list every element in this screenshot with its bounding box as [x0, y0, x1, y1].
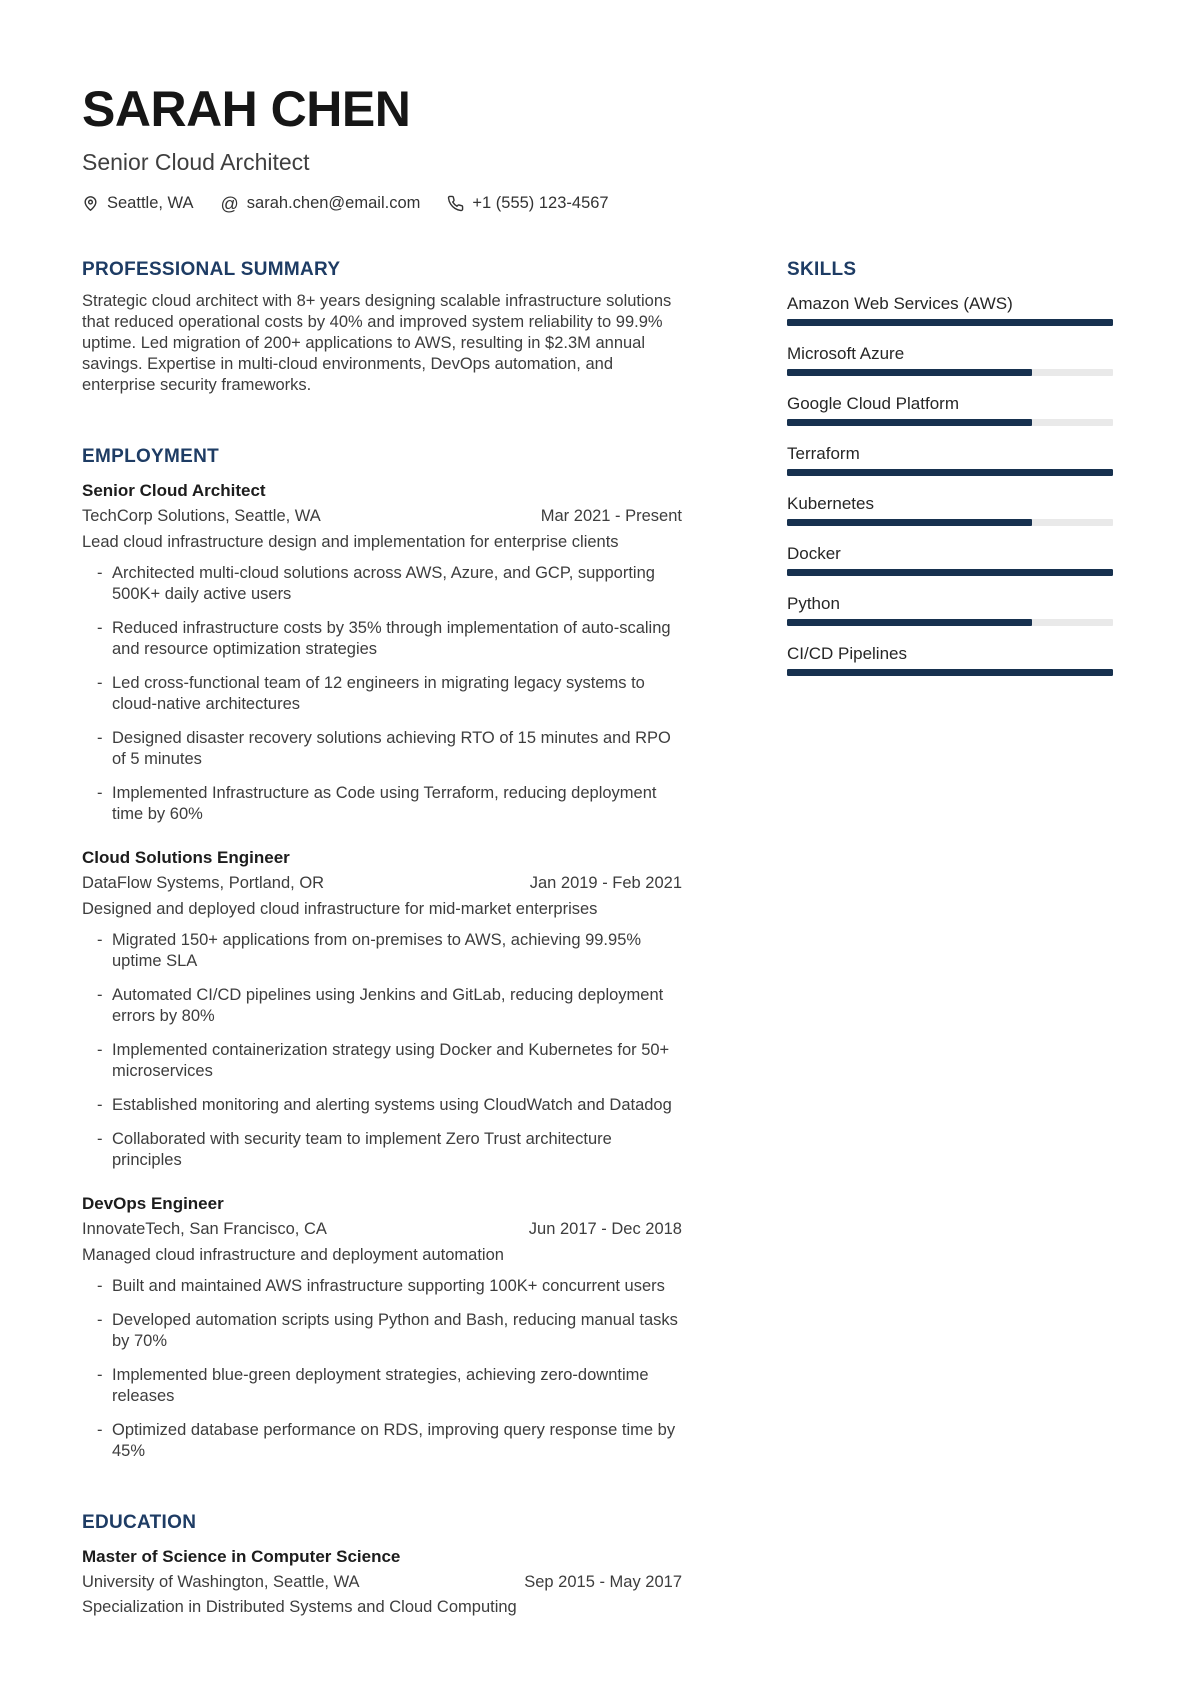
job-bullets	[82, 930, 682, 1171]
contact-row	[82, 194, 1113, 213]
skill-bar-track	[787, 669, 1113, 676]
job-bullet: - Built and maintained AWS infrastructure supporting 100K+ concurrent users	[82, 1276, 682, 1297]
job-bullet: - Automated CI/CD pipelines using Jenkins and GitLab, reducing deployment errors by 80%	[82, 985, 682, 1027]
job-entry	[82, 1193, 682, 1462]
skill-item	[787, 543, 1113, 576]
job-bullet: - Architected multi-cloud solutions across AWS, Azure, and GCP, supporting 500K+ daily active users	[82, 563, 682, 605]
skill-bar-track	[787, 319, 1113, 326]
job-title: DevOps Engineer	[82, 1194, 224, 1213]
contact-phone	[447, 194, 608, 213]
skill-bar-track	[787, 619, 1113, 626]
job-title: Senior Cloud Architect	[82, 481, 266, 500]
skill-label: Microsoft Azure	[787, 344, 905, 363]
skill-bar-fill	[787, 569, 1113, 576]
location-pin-icon	[82, 195, 99, 212]
skill-bar-fill	[787, 669, 1113, 676]
job-bullet: - Migrated 150+ applications from on-premises to AWS, achieving 99.95% uptime SLA	[82, 930, 682, 972]
job-bullet: - Implemented blue-green deployment strategies, achieving zero-downtime releases	[82, 1365, 682, 1407]
skill-item	[787, 443, 1113, 476]
contact-phone-text: +1 (555) 123-4567	[472, 194, 609, 212]
resume-header	[82, 81, 1113, 214]
job-bullet: - Optimized database performance on RDS, improving query response time by 45%	[82, 1420, 682, 1462]
skill-bar-track	[787, 469, 1113, 476]
job-title: Cloud Solutions Engineer	[82, 848, 290, 867]
education-degree: Master of Science in Computer Science	[82, 1547, 401, 1566]
employment-section	[82, 446, 682, 1462]
job-entry	[82, 847, 682, 1171]
summary-text: Strategic cloud architect with 8+ years designing scalable infrastructure solutions that reduced operational costs by 40% and improved system reliability to 99.9% uptime. Led migration of 200+ applications to AWS, resulting in $2.3M annual savings. Expertise in multi-cloud environments, DevOps automation, and enterprise security frameworks.	[82, 292, 672, 394]
job-entry	[82, 480, 682, 825]
skills-heading: SKILLS	[787, 259, 857, 280]
skill-bar-track	[787, 569, 1113, 576]
skill-bar-fill	[787, 619, 1032, 626]
job-bullets	[82, 1276, 682, 1462]
skills-section	[787, 259, 1113, 676]
job-description: Managed cloud infrastructure and deployment automation	[82, 1246, 504, 1264]
skill-item	[787, 643, 1113, 676]
contact-email-text: sarah.chen@email.com	[246, 194, 421, 212]
skill-item	[787, 293, 1113, 326]
job-company: DataFlow Systems, Portland, OR	[82, 874, 325, 892]
job-bullets	[82, 563, 682, 825]
job-dates: Mar 2021 - Present	[540, 507, 682, 525]
summary-section	[82, 259, 682, 396]
phone-icon	[447, 195, 464, 212]
education-school: University of Washington, Seattle, WA	[82, 1573, 360, 1591]
skill-item	[787, 593, 1113, 626]
job-dates: Jan 2019 - Feb 2021	[529, 874, 682, 892]
summary-heading: PROFESSIONAL SUMMARY	[82, 259, 341, 280]
skill-bar-track	[787, 519, 1113, 526]
job-bullet: - Designed disaster recovery solutions achieving RTO of 15 minutes and RPO of 5 minutes	[82, 728, 682, 770]
skill-label: Python	[787, 594, 840, 613]
job-bullet: - Implemented Infrastructure as Code using Terraform, reducing deployment time by 60%	[82, 783, 682, 825]
employment-heading: EMPLOYMENT	[82, 446, 220, 467]
job-bullet: - Developed automation scripts using Python and Bash, reducing manual tasks by 70%	[82, 1310, 682, 1352]
skill-bar-track	[787, 369, 1113, 376]
skill-label: Docker	[787, 544, 841, 563]
skill-bar-fill	[787, 469, 1113, 476]
education-heading: EDUCATION	[82, 1512, 197, 1533]
person-name: SARAH CHEN	[82, 81, 411, 137]
skill-bar-fill	[787, 419, 1032, 426]
skill-item	[787, 343, 1113, 376]
job-description: Lead cloud infrastructure design and implementation for enterprise clients	[82, 533, 619, 551]
skill-item	[787, 393, 1113, 426]
right-column	[787, 259, 1113, 693]
person-title: Senior Cloud Architect	[82, 149, 310, 175]
skill-label: Amazon Web Services (AWS)	[787, 294, 1013, 313]
skill-label: CI/CD Pipelines	[787, 644, 907, 663]
job-bullet: - Established monitoring and alerting systems using CloudWatch and Datadog	[82, 1095, 682, 1116]
jobs-list	[82, 480, 682, 1462]
education-dates: Sep 2015 - May 2017	[524, 1573, 682, 1591]
job-dates: Jun 2017 - Dec 2018	[528, 1220, 682, 1238]
job-bullet: - Reduced infrastructure costs by 35% through implementation of auto-scaling and resource optimization strategies	[82, 618, 682, 660]
education-detail: Specialization in Distributed Systems and Cloud Computing	[82, 1598, 517, 1616]
job-bullet: - Implemented containerization strategy using Docker and Kubernetes for 50+ microservices	[82, 1040, 682, 1082]
skill-label: Google Cloud Platform	[787, 394, 959, 413]
skills-list	[787, 293, 1113, 676]
job-description: Designed and deployed cloud infrastructure for mid-market enterprises	[82, 900, 598, 918]
contact-location	[82, 194, 194, 213]
contact-email	[221, 194, 421, 213]
job-company: InnovateTech, San Francisco, CA	[82, 1220, 327, 1238]
job-bullet: - Led cross-functional team of 12 engineers in migrating legacy systems to cloud-native architectures	[82, 673, 682, 715]
skill-label: Terraform	[787, 444, 860, 463]
skill-bar-fill	[787, 319, 1113, 326]
job-bullet: - Collaborated with security team to implement Zero Trust architecture principles	[82, 1129, 682, 1171]
contact-location-text: Seattle, WA	[107, 194, 194, 212]
education-entry	[82, 1546, 682, 1618]
at-icon: @	[220, 193, 239, 214]
skill-bar-fill	[787, 369, 1032, 376]
left-column	[82, 259, 682, 1618]
job-company: TechCorp Solutions, Seattle, WA	[82, 507, 321, 525]
skill-bar-fill	[787, 519, 1032, 526]
skill-item	[787, 493, 1113, 526]
skill-label: Kubernetes	[787, 494, 874, 513]
skill-bar-track	[787, 419, 1113, 426]
education-section	[82, 1512, 682, 1618]
